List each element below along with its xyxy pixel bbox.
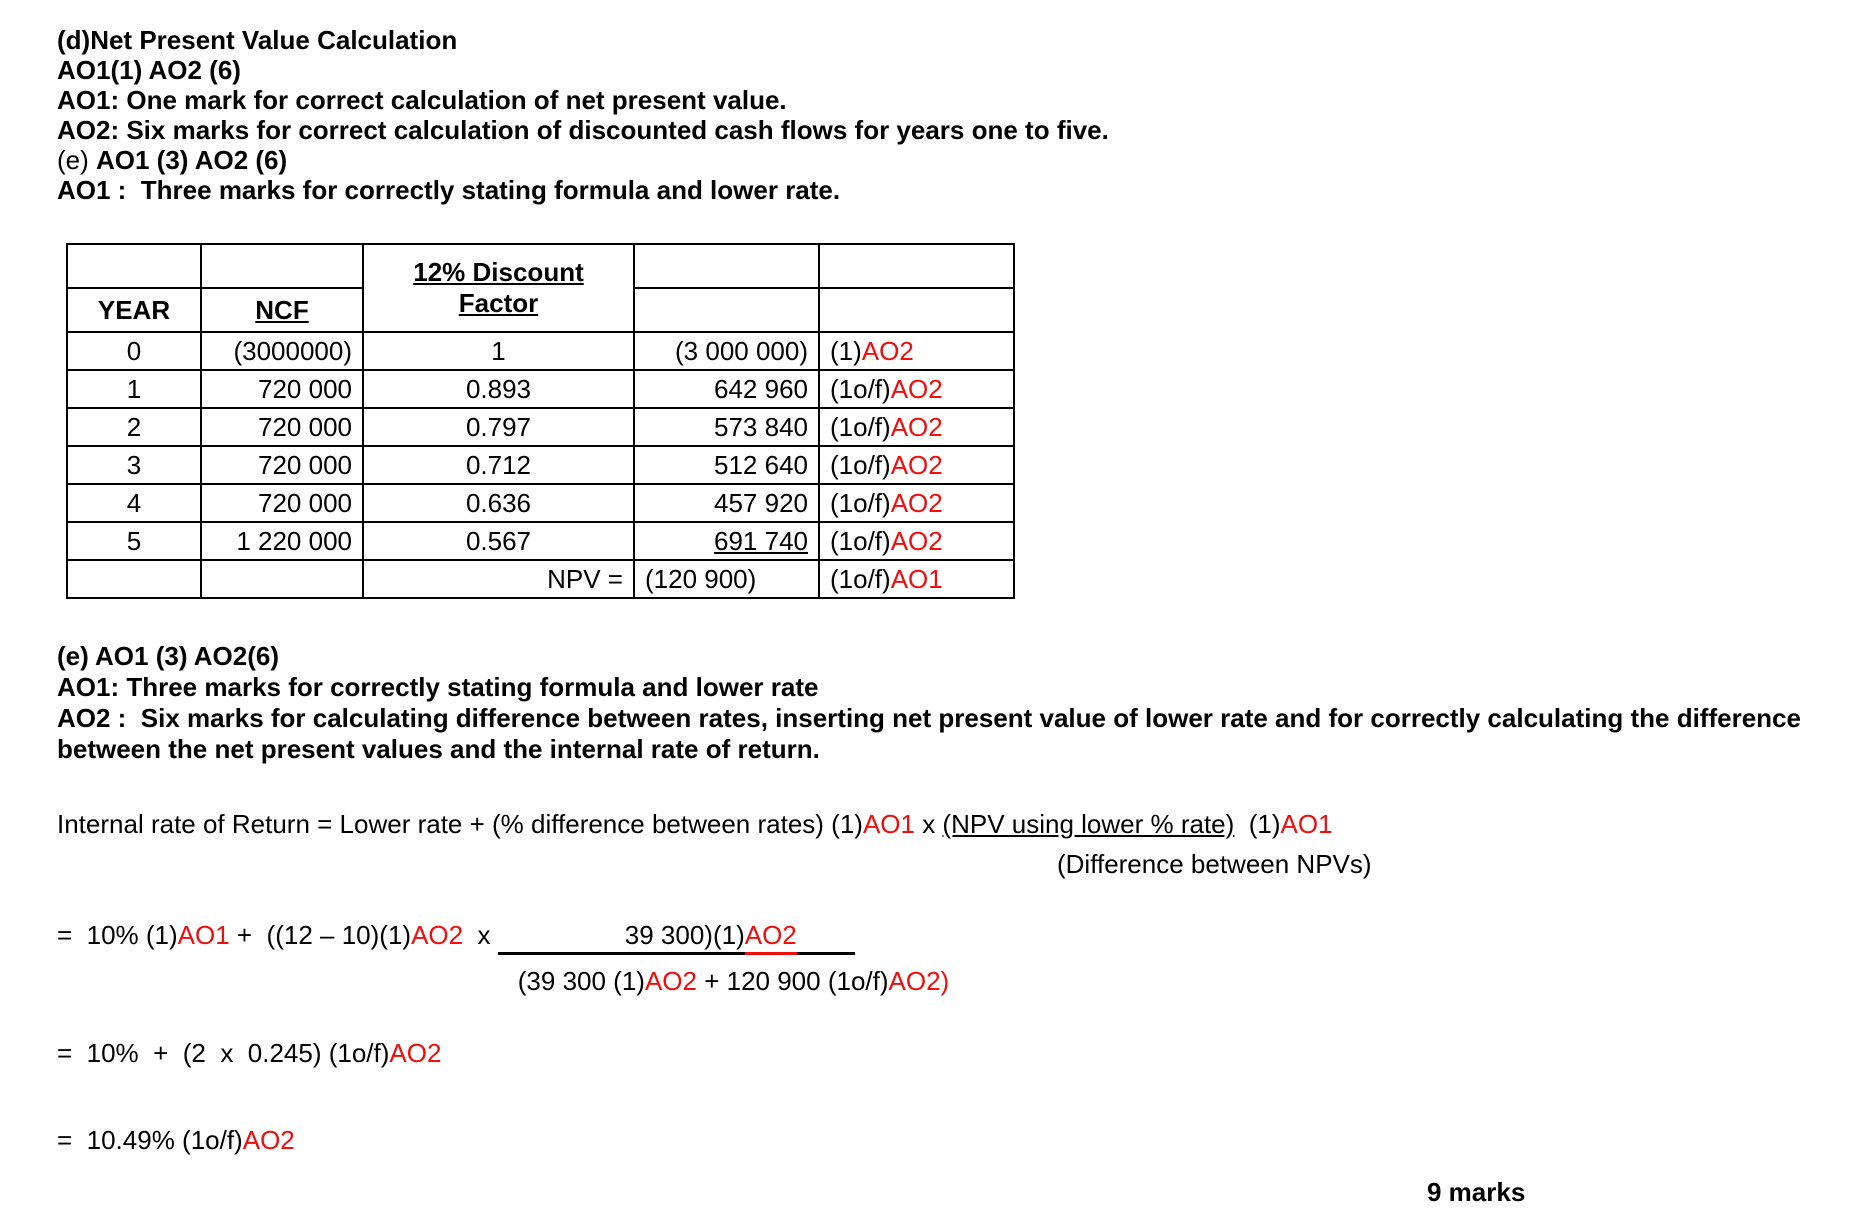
mark-tag: AO2 [411, 920, 464, 950]
mark-tag: AO2 [644, 966, 697, 996]
cell-factor: 0.797 [363, 408, 634, 446]
mark-tag: AO2 [389, 1038, 442, 1068]
header-blank-cell [634, 244, 819, 288]
mark-tag: AO2 [861, 335, 914, 366]
cell-ncf: 720 000 [201, 408, 363, 446]
npv-table [66, 243, 1015, 599]
section-d-marks-allocation: AO1(1) AO2 (6) [57, 55, 241, 85]
cell-mark: (1o/f)AO2 [819, 370, 1014, 408]
header-blank-cell [67, 244, 201, 288]
fraction-numerator: 39 300)(1) AO2 [498, 918, 855, 955]
fraction [498, 918, 949, 998]
table-row [67, 446, 1014, 484]
underline-blank [498, 918, 625, 955]
header-blank-cell [201, 244, 363, 288]
npv-difference-denominator: (Difference between NPVs) [1057, 849, 1372, 879]
cell-dcf: 512 640 [634, 446, 819, 484]
cell-factor: 1 [363, 332, 634, 370]
cell-blank [67, 560, 201, 598]
npv-label: NPV = [363, 560, 634, 598]
cell-ncf: (3000000) [201, 332, 363, 370]
header-discount-line1: 12% Discount [413, 257, 584, 287]
cell-factor: 0.636 [363, 484, 634, 522]
header-discount-line2: Factor [458, 288, 539, 318]
underline-blank [797, 918, 855, 955]
cell-dcf: 691 740 [634, 522, 819, 560]
npv-lower-rate-numerator: (NPV using lower % rate) [942, 809, 1235, 839]
cell-ncf: 720 000 [201, 446, 363, 484]
section-e-letter: (e) [57, 145, 96, 175]
cell-factor: 0.712 [363, 446, 634, 484]
header-blank-cell [819, 244, 1014, 288]
cell-blank [201, 560, 363, 598]
table-row [67, 522, 1014, 560]
cell-dcf: 642 960 [634, 370, 819, 408]
table-header-row-1 [67, 244, 1014, 288]
section-e-marks: AO1 (3) AO2 (6) [96, 145, 288, 175]
cell-dcf: (3 000 000) [634, 332, 819, 370]
mark-tag: AO1 [1280, 809, 1333, 839]
intro-block [57, 25, 1860, 205]
mark-tag: AO2 [242, 1125, 295, 1155]
cell-ncf: 720 000 [201, 370, 363, 408]
table-row [67, 408, 1014, 446]
cell-year: 5 [67, 522, 201, 560]
cell-year: 1 [67, 370, 201, 408]
cell-mark: (1o/f)AO2 [819, 408, 1014, 446]
section-e-ao1-description: AO1: Three marks for correctly stating formula and lower rate [57, 672, 819, 702]
section-e-ao2-description: AO2 : Six marks for calculating difference between rates, inserting net present value of lower rate and for correctly calculating the difference between the net present values and the internal rate of return. [57, 703, 1809, 764]
total-marks: 9 marks [1427, 1177, 1526, 1207]
cell-year: 3 [67, 446, 201, 484]
mark-tag: AO1 [862, 809, 915, 839]
mark-tag: AO1 [177, 920, 230, 950]
mark-tag: AO2) [888, 966, 950, 996]
mark-tag: AO2 [890, 411, 943, 442]
mark-tag: AO2 [745, 918, 797, 955]
fraction-denominator: (39 300 (1)AO2 + 120 900 (1o/f)AO2) [517, 966, 950, 996]
header-ncf: NCF [201, 288, 363, 332]
calculation-step-2: = 10% + (2 x 0.245) (1o/f)AO2 [57, 1038, 442, 1068]
cell-mark: (1o/f)AO2 [819, 446, 1014, 484]
cell-dcf: 457 920 [634, 484, 819, 522]
cell-year: 4 [67, 484, 201, 522]
section-e-heading [57, 145, 1860, 175]
mark-tag: AO2 [890, 373, 943, 404]
npv-total-row [67, 560, 1014, 598]
cell-year: 0 [67, 332, 201, 370]
section-e-block [57, 641, 1817, 765]
mark-tag: AO2 [890, 525, 943, 556]
cell-dcf: 573 840 [634, 408, 819, 446]
cell-mark: (1o/f)AO2 [819, 484, 1014, 522]
irr-formula-line: Internal rate of Return = Lower rate + (% difference between rates) (1)AO1 x (NPV using lower % rate) (1)AO1 [57, 809, 1333, 839]
cell-mark: (1o/f)AO1 [819, 560, 1014, 598]
ao1-formula-description: AO1 : Three marks for correctly stating formula and lower rate. [57, 175, 841, 205]
header-discount-factor [363, 244, 634, 332]
section-d-title: (d)Net Present Value Calculation [57, 25, 458, 55]
section-e-marks-allocation: (e) AO1 (3) AO2(6) [57, 641, 279, 671]
mark-tag: AO2 [890, 487, 943, 518]
cell-mark: (1o/f)AO2 [819, 522, 1014, 560]
mark-tag: AO2 [890, 449, 943, 480]
npv-value: (120 900) [634, 560, 819, 598]
header-year: YEAR [67, 288, 201, 332]
table-row [67, 332, 1014, 370]
cell-ncf: 1 220 000 [201, 522, 363, 560]
cell-factor: 0.567 [363, 522, 634, 560]
cell-year: 2 [67, 408, 201, 446]
table-row [67, 370, 1014, 408]
cell-ncf: 720 000 [201, 484, 363, 522]
cell-factor: 0.893 [363, 370, 634, 408]
calculation-step-1: = 10% (1)AO1 + ((12 – 10)(1)AO2 x 39 300)(1) AO2 (39 300 (1)AO2 + 120 900 (1o/f)AO2) [57, 920, 950, 996]
ao1-description: AO1: One mark for correct calculation of net present value. [57, 85, 787, 115]
mark-tag: AO1 [890, 563, 943, 594]
header-blank-cell [634, 288, 819, 332]
header-blank-cell [819, 288, 1014, 332]
cell-mark: (1)AO2 [819, 332, 1014, 370]
calculation-step-3: = 10.49% (1o/f)AO2 [57, 1125, 295, 1155]
table-row [67, 484, 1014, 522]
ao2-description: AO2: Six marks for correct calculation of discounted cash flows for years one to five. [57, 115, 1109, 145]
